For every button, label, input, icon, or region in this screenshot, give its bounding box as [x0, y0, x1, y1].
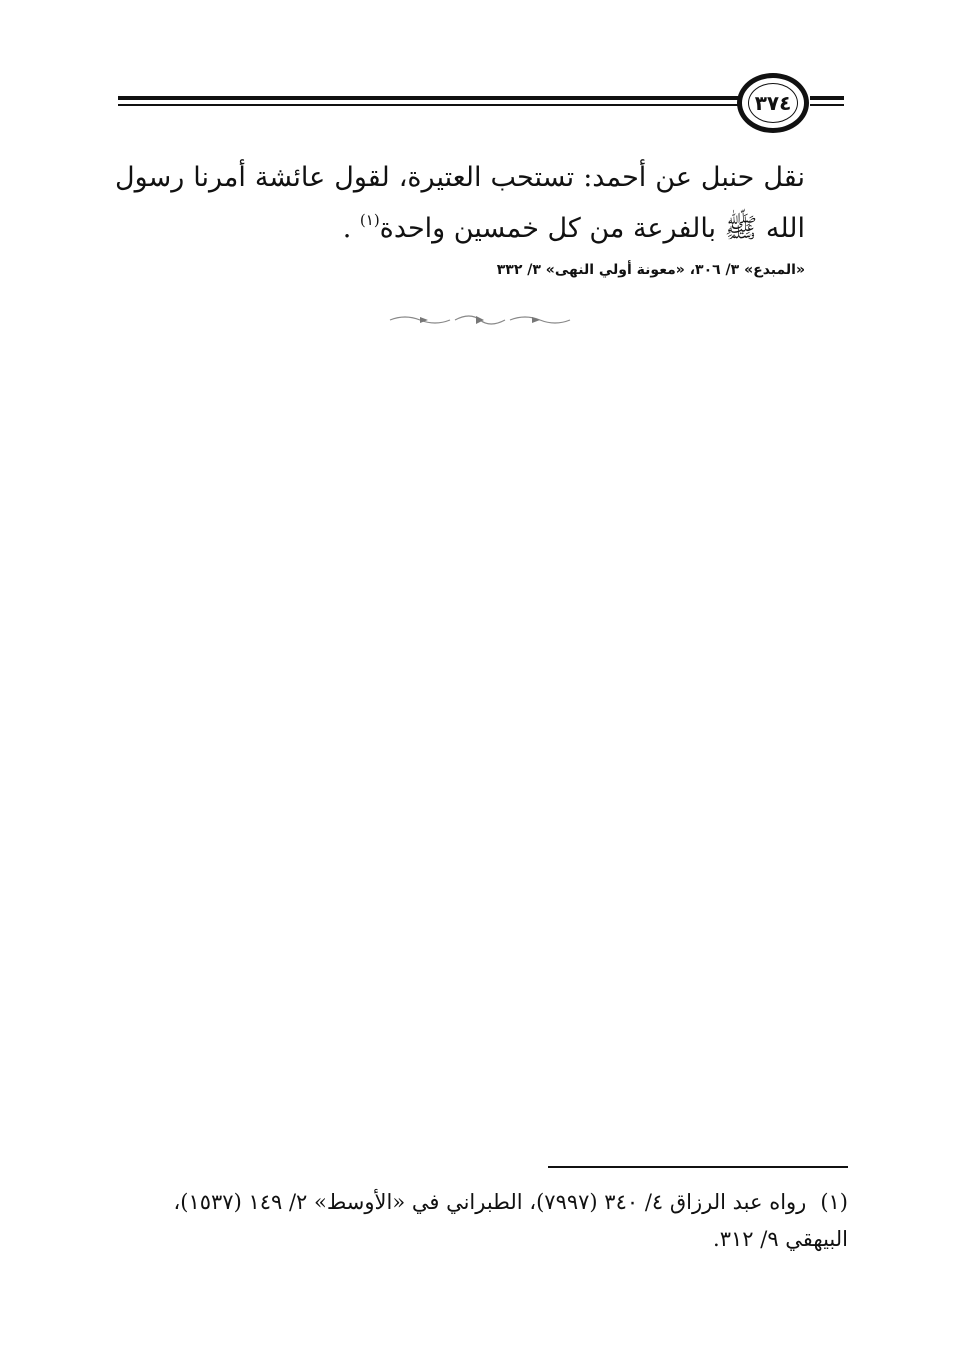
- body-paragraph-end: .: [342, 213, 360, 244]
- body-paragraph: [115, 152, 805, 254]
- header-rule-right-bottom: [810, 104, 844, 106]
- footnote-separator: [548, 1166, 848, 1168]
- footnote-reference[interactable]: (١): [359, 211, 380, 229]
- body-paragraph-text: نقل حنبل عن أحمد: تستحب العتيرة، لقول عائشة أمرنا رسول الله ﷺ بالفرعة من كل خمسين واحدة: [115, 162, 805, 244]
- header-rule-bottom: [118, 104, 745, 106]
- header-rule-right-top: [810, 96, 844, 100]
- footnote: [115, 1184, 848, 1258]
- ornament-divider-icon: [380, 308, 580, 332]
- header-rule-top: [118, 96, 745, 100]
- page-number: ٣٧٤: [754, 91, 792, 115]
- footnote-marker: (١): [820, 1190, 848, 1214]
- source-citation: «المبدع» ٣/ ٣٠٦، «معونة أولي النهى» ٣/ ٣٣٢: [496, 262, 805, 278]
- footnote-text: رواه عبد الرزاق ٤/ ٣٤٠ (٧٩٩٧)، الطبراني في «الأوسط» ٢/ ١٤٩ (١٥٣٧)، البيهقي ٩/ ٣١٢.: [173, 1190, 848, 1251]
- page-number-badge: [737, 73, 809, 133]
